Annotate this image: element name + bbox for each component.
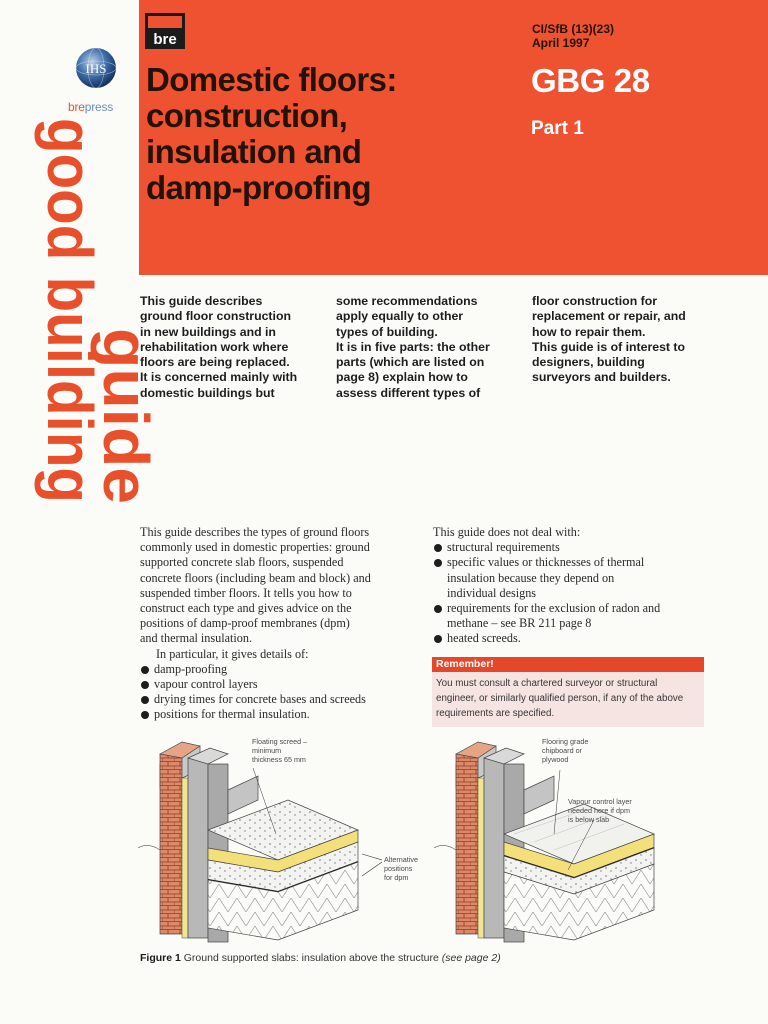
intro-line: page 8) explain how to xyxy=(336,370,468,385)
list-item: drying times for concrete bases and screeds xyxy=(140,692,415,707)
list-item xyxy=(433,601,705,631)
intro-line: designers, building xyxy=(532,355,645,370)
intro-line: This guide describes xyxy=(140,294,263,308)
intro-line: parts (which are listed on xyxy=(336,355,485,370)
title-line: construction, xyxy=(146,97,348,134)
intro-column-1 xyxy=(140,294,318,401)
document-number: GBG 28 xyxy=(531,62,650,99)
list-item xyxy=(433,540,705,555)
remember-line: requirements are specified. xyxy=(436,708,555,719)
title-line: insulation and xyxy=(146,133,362,170)
label-line: for dpm xyxy=(384,873,409,882)
intro-line: ground floor construction xyxy=(140,309,291,324)
title-line: Domestic floors: xyxy=(146,61,397,98)
intro-line: assess different types of xyxy=(336,385,481,400)
intro-line: domestic buildings but xyxy=(140,385,275,400)
figure-label-vapour-control xyxy=(568,797,634,824)
body-line: This guide describes the types of ground floors xyxy=(140,525,370,539)
list-item xyxy=(433,631,705,646)
list-item-line: requirements for the exclusion of radon and xyxy=(447,601,661,616)
label-line: minimum xyxy=(252,746,282,755)
intro-line: floors are being replaced. xyxy=(140,355,290,370)
body-line: supported concrete slab floors, suspended xyxy=(140,555,344,570)
intro-column-3 xyxy=(532,294,710,386)
label-line: needed here if dpm xyxy=(568,806,630,815)
remember-line: You must consult a chartered surveyor or structural xyxy=(436,678,658,689)
list-item: vapour control layers xyxy=(140,677,415,692)
figure-caption xyxy=(140,952,501,964)
figure-label-flooring-grade xyxy=(542,737,590,764)
intro-line: replacement or repair, and xyxy=(532,309,686,324)
intro-line: surveyors and builders. xyxy=(532,370,671,385)
label-line: plywood xyxy=(542,755,569,764)
remember-heading: Remember! xyxy=(432,657,704,672)
document-title xyxy=(146,62,506,206)
remember-text xyxy=(436,676,702,721)
series-title-spine xyxy=(0,100,162,541)
figure-page-reference: (see page 2) xyxy=(441,952,501,964)
document-reference xyxy=(532,22,614,50)
body-left-column xyxy=(140,525,415,723)
label-line: chipboard or xyxy=(542,746,582,755)
dpm-arrow-left-lower xyxy=(362,862,382,876)
figure-caption-text: Ground supported slabs: insulation above the structure xyxy=(180,952,442,964)
body-line: positions of damp-proof membranes (dpm) xyxy=(140,616,350,631)
classification-code: CI/SfB (13)(23) xyxy=(532,22,615,36)
figure-left-drawing xyxy=(138,742,358,942)
document-part: Part 1 xyxy=(531,118,584,139)
label-line: thickness 65 mm xyxy=(252,755,306,764)
bre-logo xyxy=(145,13,185,49)
list-item xyxy=(433,555,705,601)
title-line: damp-proofing xyxy=(146,169,371,206)
ihs-logo-text: IHS xyxy=(85,61,107,76)
list-item-line: heated screeds. xyxy=(447,631,521,646)
label-line: Floating screed – xyxy=(252,737,308,746)
remember-line: engineer, or similarly qualified person, if any of the above xyxy=(436,693,684,704)
bre-logo-text: bre xyxy=(153,31,177,48)
exclusions-list xyxy=(433,540,705,646)
figure-label-dpm-positions xyxy=(384,855,420,882)
intro-line: floor construction for xyxy=(532,294,658,308)
details-lead: In particular, it gives details of: xyxy=(156,646,309,661)
body-line: and thermal insulation. xyxy=(140,631,253,646)
intro-line: in new buildings and in xyxy=(140,324,276,339)
body-line: construct each type and gives advice on the xyxy=(140,601,352,616)
intro-line: how to repair them. xyxy=(532,324,646,339)
body-paragraph xyxy=(140,525,415,647)
list-item-line: structural requirements xyxy=(447,540,560,555)
label-line: positions xyxy=(384,864,413,873)
intro-line: It is concerned mainly with xyxy=(140,370,298,385)
remember-callout xyxy=(432,657,704,727)
body-line: commonly used in domestic properties: ground xyxy=(140,540,370,555)
list-item-line: individual designs xyxy=(447,585,537,600)
intro-line: rehabilitation work where xyxy=(140,339,289,354)
body-line: suspended timber floors. It tells you how to xyxy=(140,585,352,600)
intro-line: apply equally to other xyxy=(336,309,464,324)
figure-number: Figure 1 xyxy=(140,952,181,964)
intro-line: It is in five parts: the other xyxy=(336,339,490,354)
label-line: Alternative xyxy=(384,855,418,864)
label-line: Vapour control layer xyxy=(568,797,632,806)
list-item-line: insulation because they depend on xyxy=(447,570,615,585)
exclusions-lead: This guide does not deal with: xyxy=(433,525,581,539)
floor-section-figure xyxy=(138,730,758,950)
figure-right-drawing xyxy=(434,742,654,942)
intro-line: some recommendations xyxy=(336,294,478,308)
intro-line: This guide is of interest to xyxy=(532,339,686,354)
publication-date: April 1997 xyxy=(532,36,590,50)
body-right-column xyxy=(433,525,705,647)
label-line: is below slab xyxy=(568,815,610,824)
intro-line: types of building. xyxy=(336,324,438,339)
body-line: concrete floors (including beam and block) and xyxy=(140,570,371,585)
list-item-line: specific values or thicknesses of thermal xyxy=(447,555,645,570)
details-list xyxy=(140,662,415,723)
press-brand-rest: press xyxy=(84,100,114,114)
figure-label-floating-screed xyxy=(252,737,309,764)
series-title-line2: guide xyxy=(90,328,162,499)
bre-press-brand xyxy=(68,100,113,114)
list-item: positions for thermal insulation. xyxy=(140,707,415,722)
list-item-line: methane – see BR 211 page 8 xyxy=(447,616,592,631)
label-line: Flooring grade xyxy=(542,737,589,746)
list-item: damp-proofing xyxy=(140,662,415,677)
dpm-arrow-left xyxy=(362,854,382,860)
intro-column-2 xyxy=(336,294,514,401)
press-brand-accent: bre xyxy=(68,100,85,114)
series-title-line1: good building xyxy=(34,118,106,541)
ihs-globe-logo xyxy=(74,46,118,90)
